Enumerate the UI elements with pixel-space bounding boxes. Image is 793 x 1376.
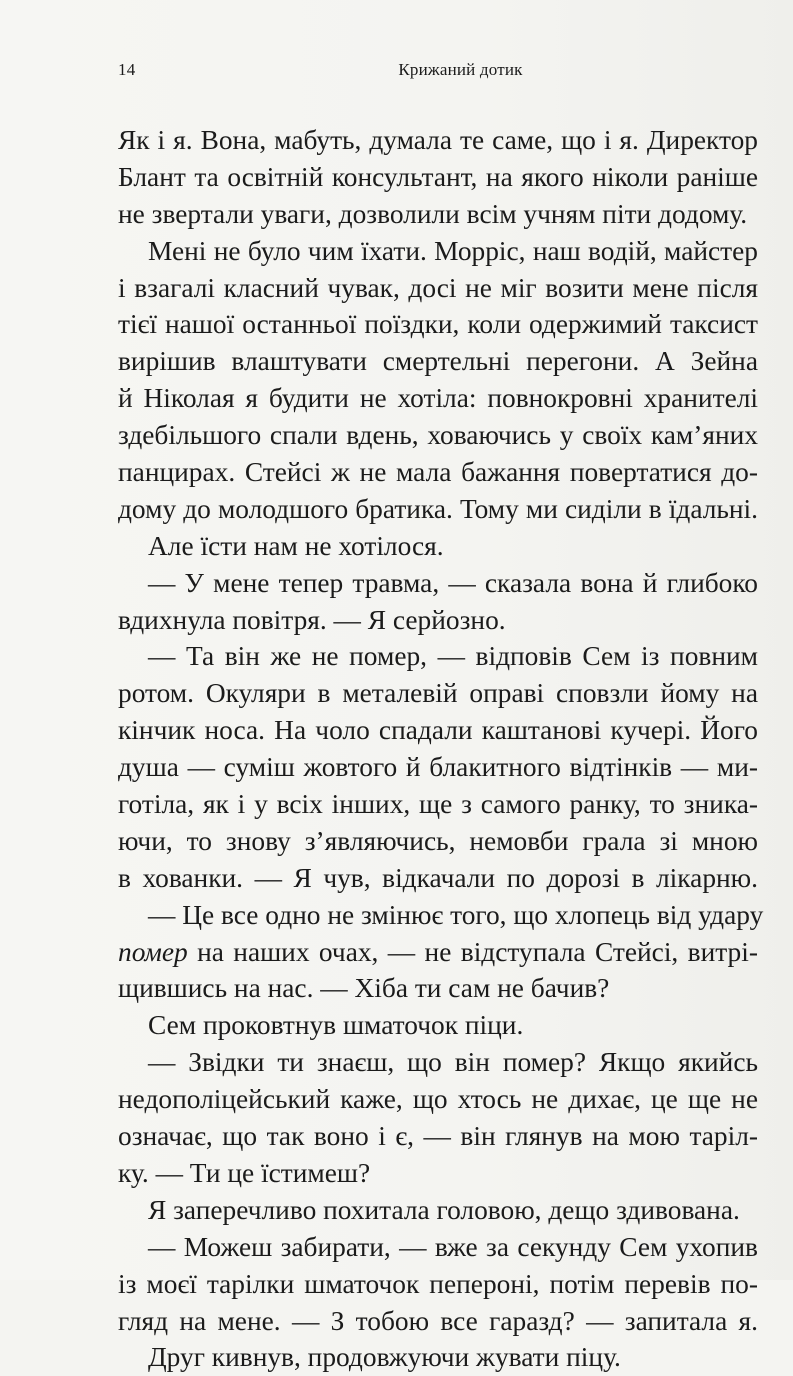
text-line: не звертали уваги, дозволили всім учням піти додому. — [118, 198, 748, 229]
text-line: Але їсти нам не хотілося. — [148, 530, 444, 561]
text-line: в хованки. — Я чув, відкачали по дорозі в лікарню. — [118, 862, 758, 893]
italic-word: помер — [118, 936, 188, 967]
text-line: — Це все одно не змінює того, що хлопець від удару — [148, 899, 764, 930]
text-line: Мені не було чим їхати. Морріс, наш водій, майстер — [148, 235, 758, 266]
text-line: готіла, як і у всіх інших, ще з самого ранку, то зника- — [118, 789, 758, 820]
text-line: — У мене тепер травма, — сказала вона й глибоко — [148, 567, 758, 598]
text-line: вдихнула повітря. — Я серйозно. — [118, 604, 506, 635]
text-line: Сем проковтнув шматочок піци. — [148, 1010, 524, 1041]
running-head — [118, 60, 763, 84]
text-line: із моєї тарілки шматочок пепероні, потім перевів по- — [118, 1268, 758, 1299]
body-text — [118, 122, 764, 1376]
text-line: й Ніколая я будити не хотіла: повнокровні хранителі — [118, 383, 758, 414]
text-line: тієї нашої останньої поїздки, коли одержимий таксист — [118, 309, 758, 340]
book-title: Крижаний дотик — [398, 60, 523, 79]
text-line — [118, 934, 758, 971]
text-line-rest: на наших очах, — не відступала Стейсі, витрі- — [197, 936, 758, 967]
text-line: ючи, то знову з’являючись, немовби грала зі мною — [118, 825, 758, 856]
text-line: і взагалі класний чувак, досі не міг возити мене після — [118, 272, 758, 303]
text-line: душа — суміш жовтого й блакитного відтінків — ми- — [118, 752, 758, 783]
text-line: вирішив влаштувати смертельні перегони. А Зейна — [118, 346, 758, 377]
text-line: — Та він же не помер, — відповів Сем із повним — [148, 641, 758, 672]
text-line: Блант та освітній консультант, на якого ніколи раніше — [118, 161, 758, 192]
text-line: дому до молодшого братика. Тому ми сиділи в їдальні. — [118, 493, 758, 524]
page-number: 14 — [118, 60, 136, 79]
text-line: Друг кивнув, продовжуючи жувати піцу. — [148, 1342, 621, 1373]
text-line: Як і я. Вона, мабуть, думала те саме, що і я. Директор — [118, 125, 758, 155]
text-line: означає, що так воно і є, — він глянув на мою таріл- — [118, 1121, 758, 1152]
text-line: гляд на мене. — З тобою все гаразд? — запитала я. — [118, 1305, 758, 1336]
text-line: ротом. Окуляри в металевій оправі сповзли йому на — [118, 678, 758, 709]
text-line: Я заперечливо похитала головою, дещо здивована. — [148, 1194, 740, 1225]
text-line: кінчик носа. На чоло спадали каштанові кучері. Його — [118, 715, 758, 746]
text-line: здебільшого спали вдень, ховаючись у своїх кам’яних — [118, 420, 758, 451]
text-line: панцирах. Стейсі ж не мала бажання повертатися до- — [118, 457, 758, 488]
text-line: ку. — Ти це їстимеш? — [118, 1157, 371, 1188]
text-line: недополіцейський каже, що хтось не дихає, це ще не — [118, 1084, 758, 1115]
text-line: — Звідки ти знаєш, що він помер? Якщо якийсь — [148, 1047, 758, 1078]
text-line: — Можеш забирати, — вже за секунду Сем ухопив — [148, 1231, 758, 1262]
text-line: щившись на нас. — Хіба ти сам не бачив? — [118, 973, 610, 1004]
